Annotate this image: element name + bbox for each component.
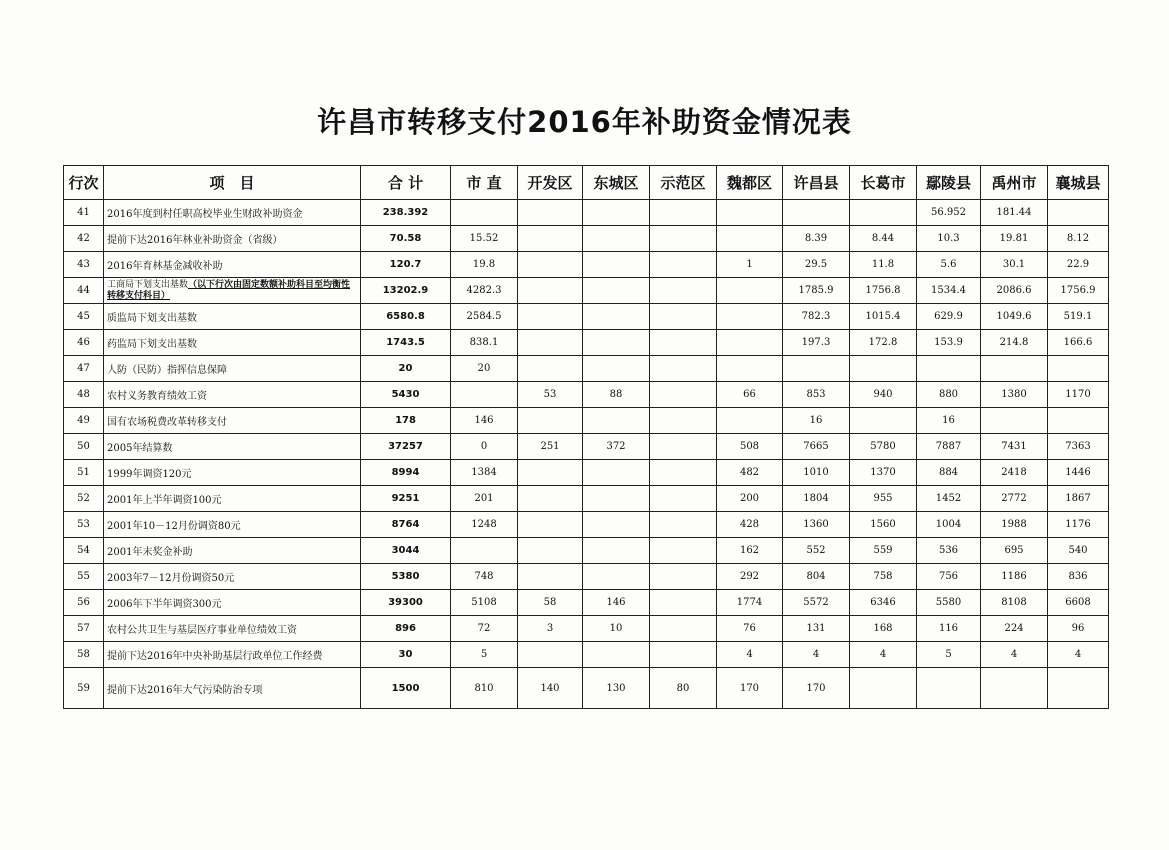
value-cell: 1010 [783, 460, 850, 486]
total-cell: 238.392 [361, 200, 451, 226]
value-cell: 810 [451, 668, 518, 709]
value-cell: 1785.9 [783, 278, 850, 304]
total-cell: 6580.8 [361, 304, 451, 330]
value-cell: 66 [717, 382, 783, 408]
value-cell [583, 330, 650, 356]
item-cell: 2005年结算数 [104, 434, 361, 460]
value-cell [518, 408, 583, 434]
value-cell: 540 [1048, 538, 1109, 564]
table-row [64, 512, 1109, 538]
value-cell: 7363 [1048, 434, 1109, 460]
table-row [64, 408, 1109, 434]
value-cell [583, 512, 650, 538]
value-cell: 181.44 [981, 200, 1048, 226]
value-cell [717, 278, 783, 304]
value-cell [583, 486, 650, 512]
value-cell: 5572 [783, 590, 850, 616]
item-cell: 药监局下划支出基数 [104, 330, 361, 356]
value-cell: 197.3 [783, 330, 850, 356]
value-cell [583, 408, 650, 434]
value-cell: 1774 [717, 590, 783, 616]
table-header-row [64, 166, 1109, 200]
total-cell: 8994 [361, 460, 451, 486]
value-cell [650, 252, 717, 278]
total-cell: 8764 [361, 512, 451, 538]
value-cell [583, 200, 650, 226]
table-row [64, 486, 1109, 512]
row-number: 45 [64, 304, 104, 330]
value-cell [518, 512, 583, 538]
value-cell [518, 642, 583, 668]
value-cell: 1756.9 [1048, 278, 1109, 304]
value-cell: 1004 [917, 512, 981, 538]
value-cell: 955 [850, 486, 917, 512]
table-row [64, 642, 1109, 668]
table-row [64, 564, 1109, 590]
value-cell [650, 356, 717, 382]
total-cell: 120.7 [361, 252, 451, 278]
value-cell: 1446 [1048, 460, 1109, 486]
value-cell [518, 304, 583, 330]
value-cell: 140 [518, 668, 583, 709]
value-cell: 1534.4 [917, 278, 981, 304]
item-cell: 农村义务教育绩效工资 [104, 382, 361, 408]
row-number: 46 [64, 330, 104, 356]
table-row [64, 200, 1109, 226]
value-cell: 29.5 [783, 252, 850, 278]
value-cell [650, 304, 717, 330]
row-number: 51 [64, 460, 104, 486]
value-cell [451, 200, 518, 226]
row-number: 56 [64, 590, 104, 616]
value-cell: 1360 [783, 512, 850, 538]
value-cell [717, 356, 783, 382]
total-cell: 20 [361, 356, 451, 382]
value-cell [783, 200, 850, 226]
value-cell: 1380 [981, 382, 1048, 408]
row-number: 58 [64, 642, 104, 668]
item-cell: 2003年7－12月份调资50元 [104, 564, 361, 590]
value-cell [850, 356, 917, 382]
value-cell [850, 668, 917, 709]
value-cell: 2086.6 [981, 278, 1048, 304]
column-header: 鄢陵县 [917, 166, 981, 200]
item-cell: 2001年上半年调资100元 [104, 486, 361, 512]
value-cell [917, 668, 981, 709]
value-cell: 19.8 [451, 252, 518, 278]
value-cell: 428 [717, 512, 783, 538]
value-cell [583, 356, 650, 382]
row-number: 53 [64, 512, 104, 538]
value-cell [717, 200, 783, 226]
value-cell: 10.3 [917, 226, 981, 252]
value-cell: 3 [518, 616, 583, 642]
value-cell: 782.3 [783, 304, 850, 330]
value-cell: 2584.5 [451, 304, 518, 330]
value-cell [650, 538, 717, 564]
item-cell: 2001年末奖金补助 [104, 538, 361, 564]
table-row [64, 668, 1109, 709]
value-cell: 56.952 [917, 200, 981, 226]
table-row [64, 278, 1109, 304]
value-cell: 7431 [981, 434, 1048, 460]
item-note: （以下行次由固定数额补助科目至均衡性转移支付科目） [107, 279, 351, 301]
value-cell: 559 [850, 538, 917, 564]
value-cell [583, 642, 650, 668]
value-cell [518, 460, 583, 486]
value-cell: 4 [783, 642, 850, 668]
value-cell: 10 [583, 616, 650, 642]
value-cell [583, 226, 650, 252]
value-cell: 1867 [1048, 486, 1109, 512]
row-number: 52 [64, 486, 104, 512]
value-cell: 30.1 [981, 252, 1048, 278]
value-cell: 1452 [917, 486, 981, 512]
column-header: 禹州市 [981, 166, 1048, 200]
column-header: 市 直 [451, 166, 518, 200]
value-cell: 168 [850, 616, 917, 642]
value-cell: 16 [783, 408, 850, 434]
value-cell: 6608 [1048, 590, 1109, 616]
value-cell [717, 330, 783, 356]
value-cell [451, 382, 518, 408]
value-cell [917, 356, 981, 382]
row-number: 57 [64, 616, 104, 642]
total-cell: 3044 [361, 538, 451, 564]
value-cell [650, 434, 717, 460]
value-cell: 1186 [981, 564, 1048, 590]
value-cell: 170 [717, 668, 783, 709]
value-cell [650, 278, 717, 304]
value-cell: 884 [917, 460, 981, 486]
value-cell: 8.39 [783, 226, 850, 252]
value-cell: 201 [451, 486, 518, 512]
value-cell: 224 [981, 616, 1048, 642]
value-cell: 1176 [1048, 512, 1109, 538]
table-row [64, 616, 1109, 642]
total-cell: 1743.5 [361, 330, 451, 356]
value-cell: 5.6 [917, 252, 981, 278]
column-header: 魏都区 [717, 166, 783, 200]
value-cell [850, 200, 917, 226]
value-cell: 200 [717, 486, 783, 512]
value-cell: 5 [917, 642, 981, 668]
value-cell: 838.1 [451, 330, 518, 356]
value-cell: 4 [981, 642, 1048, 668]
value-cell [650, 642, 717, 668]
value-cell: 76 [717, 616, 783, 642]
value-cell: 4282.3 [451, 278, 518, 304]
value-cell [650, 226, 717, 252]
value-cell: 940 [850, 382, 917, 408]
total-cell: 9251 [361, 486, 451, 512]
value-cell: 170 [783, 668, 850, 709]
row-number: 47 [64, 356, 104, 382]
item-label: 工商局下划支出基数 [107, 279, 189, 290]
value-cell: 1988 [981, 512, 1048, 538]
value-cell: 836 [1048, 564, 1109, 590]
table-row [64, 330, 1109, 356]
column-header: 合 计 [361, 166, 451, 200]
row-number: 54 [64, 538, 104, 564]
value-cell: 88 [583, 382, 650, 408]
value-cell: 1804 [783, 486, 850, 512]
value-cell [650, 512, 717, 538]
table-row [64, 382, 1109, 408]
value-cell: 19.81 [981, 226, 1048, 252]
table-row [64, 460, 1109, 486]
value-cell [650, 408, 717, 434]
value-cell [650, 590, 717, 616]
item-cell: 提前下达2016年中央补助基层行政单位工作经费 [104, 642, 361, 668]
item-cell: 1999年调资120元 [104, 460, 361, 486]
value-cell [518, 356, 583, 382]
table-body [64, 200, 1109, 709]
value-cell: 172.8 [850, 330, 917, 356]
value-cell [1048, 668, 1109, 709]
value-cell: 695 [981, 538, 1048, 564]
value-cell [650, 616, 717, 642]
value-cell: 5108 [451, 590, 518, 616]
item-cell: 质监局下划支出基数 [104, 304, 361, 330]
value-cell: 53 [518, 382, 583, 408]
row-number: 43 [64, 252, 104, 278]
value-cell [518, 538, 583, 564]
column-header: 开发区 [518, 166, 583, 200]
value-cell [1048, 200, 1109, 226]
value-cell: 8.44 [850, 226, 917, 252]
value-cell: 1370 [850, 460, 917, 486]
value-cell: 8108 [981, 590, 1048, 616]
value-cell: 11.8 [850, 252, 917, 278]
item-cell: 2016年育林基金减收补助 [104, 252, 361, 278]
value-cell [650, 382, 717, 408]
item-cell: 2006年下半年调资300元 [104, 590, 361, 616]
value-cell: 2418 [981, 460, 1048, 486]
value-cell: 116 [917, 616, 981, 642]
value-cell [717, 408, 783, 434]
value-cell [650, 486, 717, 512]
value-cell: 96 [1048, 616, 1109, 642]
value-cell [518, 252, 583, 278]
value-cell: 853 [783, 382, 850, 408]
value-cell [1048, 356, 1109, 382]
value-cell [518, 226, 583, 252]
subsidy-table [63, 165, 1109, 709]
table-row [64, 434, 1109, 460]
value-cell [518, 564, 583, 590]
value-cell: 5780 [850, 434, 917, 460]
column-header: 长葛市 [850, 166, 917, 200]
total-cell: 1500 [361, 668, 451, 709]
value-cell: 536 [917, 538, 981, 564]
value-cell: 146 [583, 590, 650, 616]
row-number: 55 [64, 564, 104, 590]
total-cell: 30 [361, 642, 451, 668]
value-cell: 756 [917, 564, 981, 590]
total-cell: 37257 [361, 434, 451, 460]
item-cell: 人防（民防）指挥信息保障 [104, 356, 361, 382]
value-cell: 2772 [981, 486, 1048, 512]
value-cell: 8.12 [1048, 226, 1109, 252]
page-title: 许昌市转移支付2016年补助资金情况表 [317, 105, 852, 139]
value-cell: 20 [451, 356, 518, 382]
value-cell [650, 460, 717, 486]
value-cell: 0 [451, 434, 518, 460]
item-cell: 提前下达2016年大气污染防治专项 [104, 668, 361, 709]
value-cell: 4 [850, 642, 917, 668]
value-cell: 1049.6 [981, 304, 1048, 330]
row-number: 44 [64, 278, 104, 304]
item-cell: 2001年10－12月份调资80元 [104, 512, 361, 538]
value-cell [518, 330, 583, 356]
column-header: 项 目 [104, 166, 361, 200]
table-row [64, 252, 1109, 278]
value-cell: 1 [717, 252, 783, 278]
value-cell: 153.9 [917, 330, 981, 356]
value-cell: 7665 [783, 434, 850, 460]
value-cell: 1384 [451, 460, 518, 486]
total-cell: 70.58 [361, 226, 451, 252]
total-cell: 896 [361, 616, 451, 642]
table-row [64, 226, 1109, 252]
value-cell: 552 [783, 538, 850, 564]
value-cell: 482 [717, 460, 783, 486]
value-cell: 1248 [451, 512, 518, 538]
value-cell: 1015.4 [850, 304, 917, 330]
value-cell: 22.9 [1048, 252, 1109, 278]
value-cell [583, 460, 650, 486]
value-cell [583, 278, 650, 304]
value-cell [850, 408, 917, 434]
value-cell [717, 304, 783, 330]
value-cell: 748 [451, 564, 518, 590]
value-cell: 58 [518, 590, 583, 616]
value-cell: 372 [583, 434, 650, 460]
value-cell: 72 [451, 616, 518, 642]
row-number: 42 [64, 226, 104, 252]
value-cell: 1170 [1048, 382, 1109, 408]
value-cell [583, 564, 650, 590]
column-header: 襄城县 [1048, 166, 1109, 200]
table-row [64, 356, 1109, 382]
item-cell: 农村公共卫生与基层医疗事业单位绩效工资 [104, 616, 361, 642]
item-cell: 2016年度到村任职高校毕业生财政补助资金 [104, 200, 361, 226]
table-row [64, 304, 1109, 330]
value-cell [518, 278, 583, 304]
item-cell: 提前下达2016年林业补助资金（省级） [104, 226, 361, 252]
total-cell: 39300 [361, 590, 451, 616]
value-cell [650, 330, 717, 356]
value-cell: 251 [518, 434, 583, 460]
value-cell [1048, 408, 1109, 434]
row-number: 50 [64, 434, 104, 460]
column-header: 东城区 [583, 166, 650, 200]
value-cell [981, 668, 1048, 709]
value-cell [650, 564, 717, 590]
value-cell: 880 [917, 382, 981, 408]
value-cell: 4 [1048, 642, 1109, 668]
value-cell [717, 226, 783, 252]
total-cell: 178 [361, 408, 451, 434]
value-cell [518, 200, 583, 226]
column-header: 许昌县 [783, 166, 850, 200]
value-cell: 162 [717, 538, 783, 564]
value-cell: 1560 [850, 512, 917, 538]
total-cell: 5380 [361, 564, 451, 590]
value-cell: 6346 [850, 590, 917, 616]
item-cell [104, 278, 361, 304]
value-cell [981, 408, 1048, 434]
value-cell: 5 [451, 642, 518, 668]
value-cell [583, 538, 650, 564]
table-row [64, 590, 1109, 616]
value-cell [583, 252, 650, 278]
value-cell: 15.52 [451, 226, 518, 252]
value-cell: 758 [850, 564, 917, 590]
value-cell: 166.6 [1048, 330, 1109, 356]
row-number: 41 [64, 200, 104, 226]
value-cell [518, 486, 583, 512]
value-cell [981, 356, 1048, 382]
row-number: 48 [64, 382, 104, 408]
value-cell: 804 [783, 564, 850, 590]
column-header: 行次 [64, 166, 104, 200]
value-cell: 146 [451, 408, 518, 434]
value-cell: 214.8 [981, 330, 1048, 356]
value-cell [451, 538, 518, 564]
row-number: 49 [64, 408, 104, 434]
table-row [64, 538, 1109, 564]
total-cell: 5430 [361, 382, 451, 408]
value-cell: 5580 [917, 590, 981, 616]
value-cell: 519.1 [1048, 304, 1109, 330]
value-cell [583, 304, 650, 330]
value-cell: 130 [583, 668, 650, 709]
item-cell: 国有农场税费改革转移支付 [104, 408, 361, 434]
value-cell: 508 [717, 434, 783, 460]
total-cell: 13202.9 [361, 278, 451, 304]
value-cell [783, 356, 850, 382]
value-cell: 1756.8 [850, 278, 917, 304]
value-cell: 131 [783, 616, 850, 642]
value-cell: 4 [717, 642, 783, 668]
row-number: 59 [64, 668, 104, 709]
value-cell: 80 [650, 668, 717, 709]
value-cell: 292 [717, 564, 783, 590]
column-header: 示范区 [650, 166, 717, 200]
value-cell [650, 200, 717, 226]
value-cell: 7887 [917, 434, 981, 460]
value-cell: 629.9 [917, 304, 981, 330]
value-cell: 16 [917, 408, 981, 434]
